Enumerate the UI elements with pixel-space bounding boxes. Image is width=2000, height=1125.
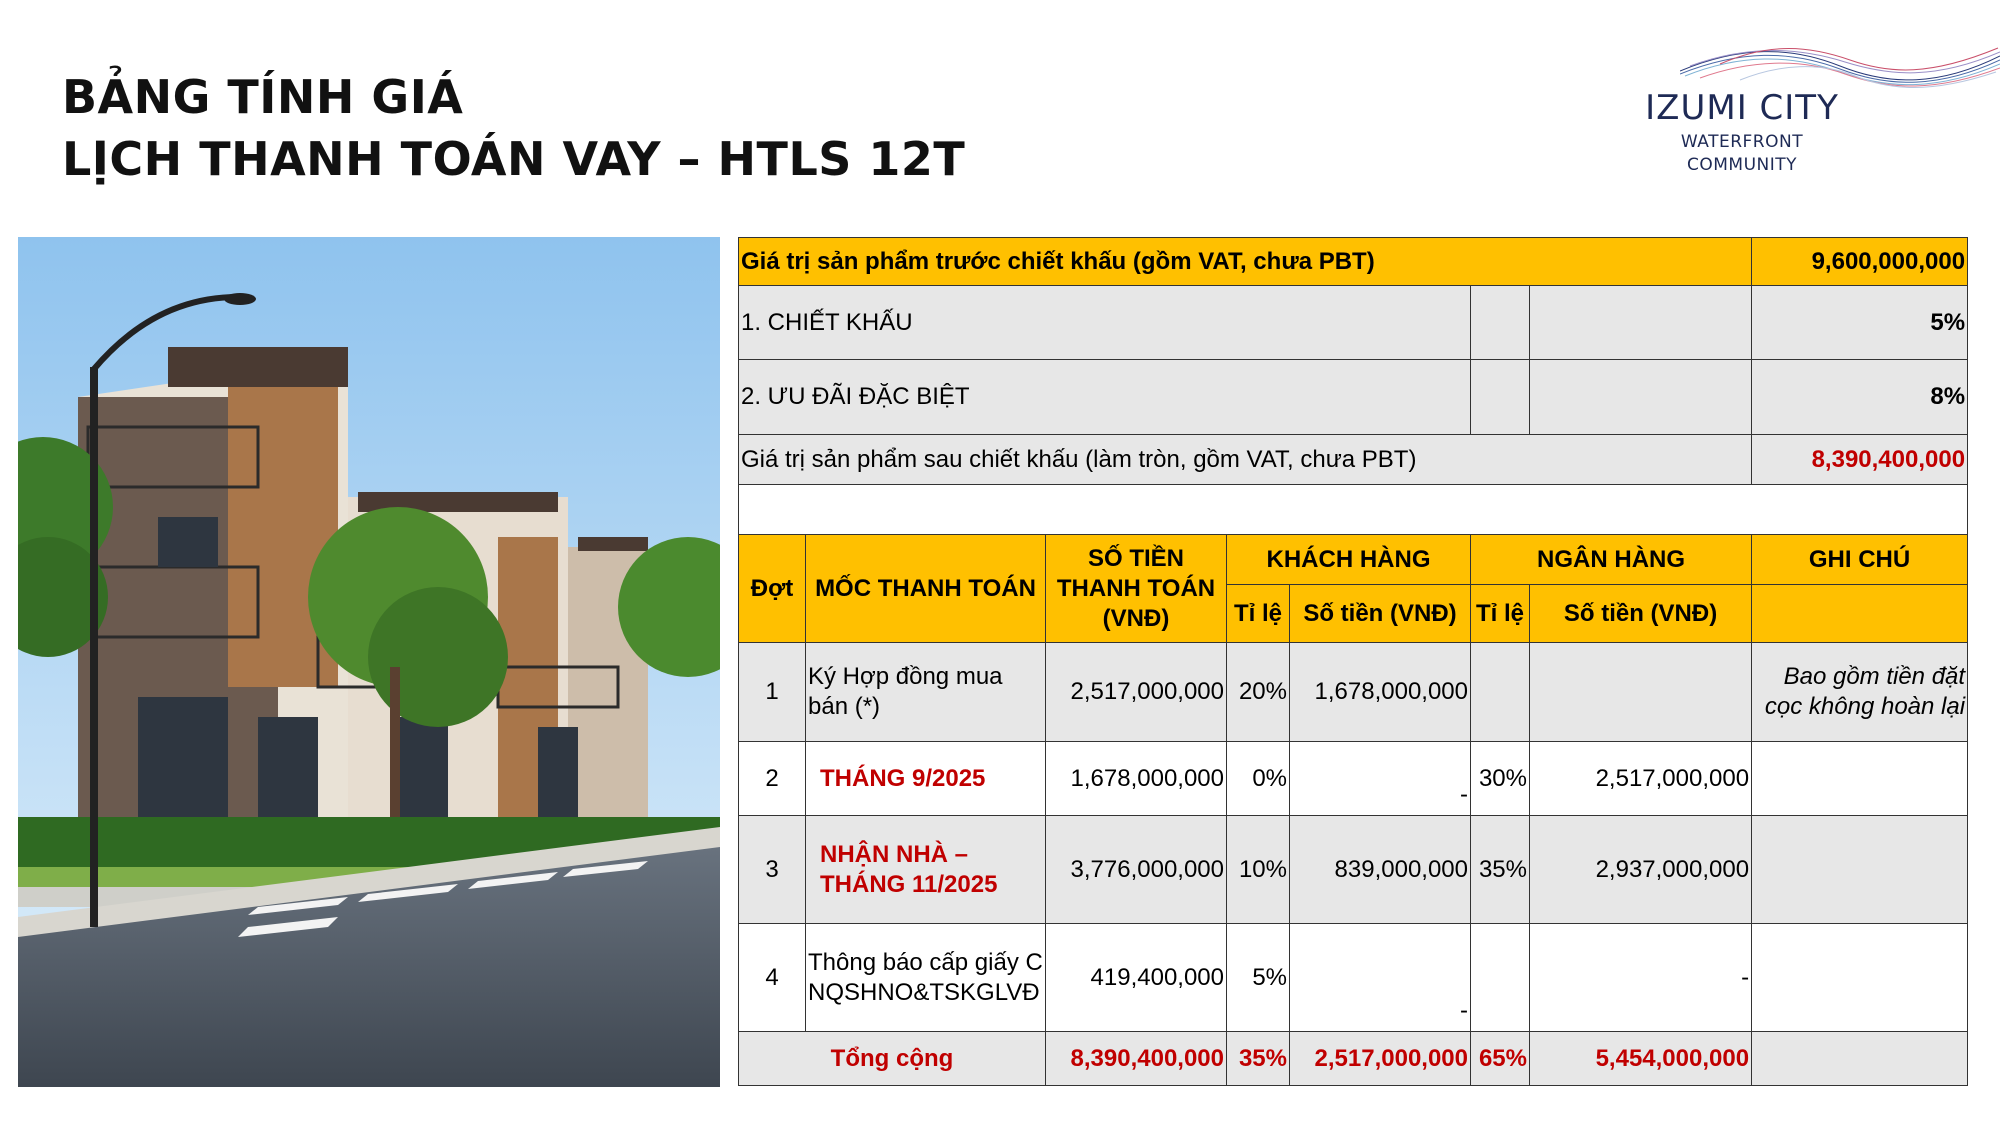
wave-logo-icon bbox=[1680, 36, 2000, 96]
row-dot: 1 bbox=[739, 643, 806, 742]
row-customer-rate: 0% bbox=[1227, 742, 1290, 816]
row-milestone: NHẬN NHÀ – THÁNG 11/2025 bbox=[806, 816, 1046, 924]
townhouse-photo bbox=[18, 237, 720, 1087]
row-amount: 419,400,000 bbox=[1046, 924, 1227, 1032]
special-offer-empty-cell bbox=[1471, 360, 1530, 435]
special-offer-empty-cell bbox=[1530, 360, 1752, 435]
title-line-2: LỊCH THANH TOÁN VAY – HTLS 12T bbox=[62, 132, 966, 186]
total-customer-amount: 2,517,000,000 bbox=[1290, 1032, 1471, 1086]
row-bank-amount bbox=[1530, 643, 1752, 742]
izumi-city-logo bbox=[1600, 36, 2000, 186]
row-dot: 2 bbox=[739, 742, 806, 816]
page-title bbox=[62, 66, 965, 190]
logo-brand-text: IZUMI CITY bbox=[1645, 88, 1839, 128]
discount-row bbox=[739, 286, 1968, 360]
row-bank-amount: - bbox=[1530, 924, 1752, 1032]
discount-label: 1. CHIẾT KHẤU bbox=[739, 286, 1471, 360]
logo-sub-text-2: COMMUNITY bbox=[1686, 155, 1798, 175]
base-price-row bbox=[739, 238, 1968, 286]
total-bank-rate: 65% bbox=[1471, 1032, 1530, 1086]
row-dot: 4 bbox=[739, 924, 806, 1032]
total-label: Tổng cộng bbox=[739, 1032, 1046, 1086]
row-amount: 1,678,000,000 bbox=[1046, 742, 1227, 816]
row-milestone: THÁNG 9/2025 bbox=[806, 742, 1046, 816]
subheader-bank-amount: Số tiền (VNĐ) bbox=[1530, 585, 1752, 643]
table-row bbox=[739, 643, 1968, 742]
header-amount: SỐ TIỀN THANH TOÁN (VNĐ) bbox=[1046, 535, 1227, 643]
subheader-customer-amount: Số tiền (VNĐ) bbox=[1290, 585, 1471, 643]
row-bank-rate bbox=[1471, 924, 1530, 1032]
base-price-label: Giá trị sản phẩm trước chiết khấu (gồm VAT, chưa PBT) bbox=[739, 238, 1752, 286]
total-amount: 8,390,400,000 bbox=[1046, 1032, 1227, 1086]
base-price-value: 9,600,000,000 bbox=[1752, 238, 1968, 286]
spacer-cell bbox=[739, 485, 1968, 535]
header-dot: Đợt bbox=[739, 535, 806, 643]
discount-empty-cell bbox=[1530, 286, 1752, 360]
row-customer-rate: 5% bbox=[1227, 924, 1290, 1032]
subheader-note-empty bbox=[1752, 585, 1968, 643]
row-customer-amount: 839,000,000 bbox=[1290, 816, 1471, 924]
table-row bbox=[739, 742, 1968, 816]
row-note bbox=[1752, 816, 1968, 924]
row-amount: 3,776,000,000 bbox=[1046, 816, 1227, 924]
header-bank: NGÂN HÀNG bbox=[1471, 535, 1752, 585]
subheader-customer-rate: Tỉ lệ bbox=[1227, 585, 1290, 643]
row-amount: 2,517,000,000 bbox=[1046, 643, 1227, 742]
table-header-row bbox=[739, 535, 1968, 585]
title-line-1: BẢNG TÍNH GIÁ bbox=[62, 70, 464, 124]
table-row bbox=[739, 924, 1968, 1032]
row-customer-rate: 10% bbox=[1227, 816, 1290, 924]
row-milestone: Thông báo cấp giấy CNQSHNO&TSKGLVĐ bbox=[806, 924, 1046, 1032]
special-offer-row bbox=[739, 360, 1968, 435]
discount-value: 5% bbox=[1752, 286, 1968, 360]
row-bank-amount: 2,937,000,000 bbox=[1530, 816, 1752, 924]
header-customer: KHÁCH HÀNG bbox=[1227, 535, 1471, 585]
row-bank-rate bbox=[1471, 643, 1530, 742]
spacer-row bbox=[739, 485, 1968, 535]
special-offer-label: 2. ƯU ĐÃI ĐẶC BIỆT bbox=[739, 360, 1471, 435]
row-note bbox=[1752, 924, 1968, 1032]
total-row bbox=[739, 1032, 1968, 1086]
total-customer-rate: 35% bbox=[1227, 1032, 1290, 1086]
after-discount-value: 8,390,400,000 bbox=[1752, 435, 1968, 485]
row-customer-amount: - bbox=[1290, 742, 1471, 816]
header-note: GHI CHÚ bbox=[1752, 535, 1968, 585]
row-bank-rate: 35% bbox=[1471, 816, 1530, 924]
row-bank-rate: 30% bbox=[1471, 742, 1530, 816]
row-customer-rate: 20% bbox=[1227, 643, 1290, 742]
subheader-bank-rate: Tỉ lệ bbox=[1471, 585, 1530, 643]
total-note-empty bbox=[1752, 1032, 1968, 1086]
row-customer-amount: 1,678,000,000 bbox=[1290, 643, 1471, 742]
logo-sub-text-1: WATERFRONT bbox=[1680, 132, 1804, 152]
special-offer-value: 8% bbox=[1752, 360, 1968, 435]
after-discount-label: Giá trị sản phẩm sau chiết khấu (làm tròn, gồm VAT, chưa PBT) bbox=[739, 435, 1752, 485]
after-discount-row bbox=[739, 435, 1968, 485]
row-bank-amount: 2,517,000,000 bbox=[1530, 742, 1752, 816]
row-note bbox=[1752, 742, 1968, 816]
table-row bbox=[739, 816, 1968, 924]
header-milestone: MỐC THANH TOÁN bbox=[806, 535, 1046, 643]
row-milestone: Ký Hợp đồng mua bán (*) bbox=[806, 643, 1046, 742]
row-note: Bao gồm tiền đặt cọc không hoàn lại bbox=[1752, 643, 1968, 742]
discount-empty-cell bbox=[1471, 286, 1530, 360]
row-dot: 3 bbox=[739, 816, 806, 924]
row-customer-amount: - bbox=[1290, 924, 1471, 1032]
total-bank-amount: 5,454,000,000 bbox=[1530, 1032, 1752, 1086]
price-schedule-table bbox=[738, 237, 1968, 1086]
